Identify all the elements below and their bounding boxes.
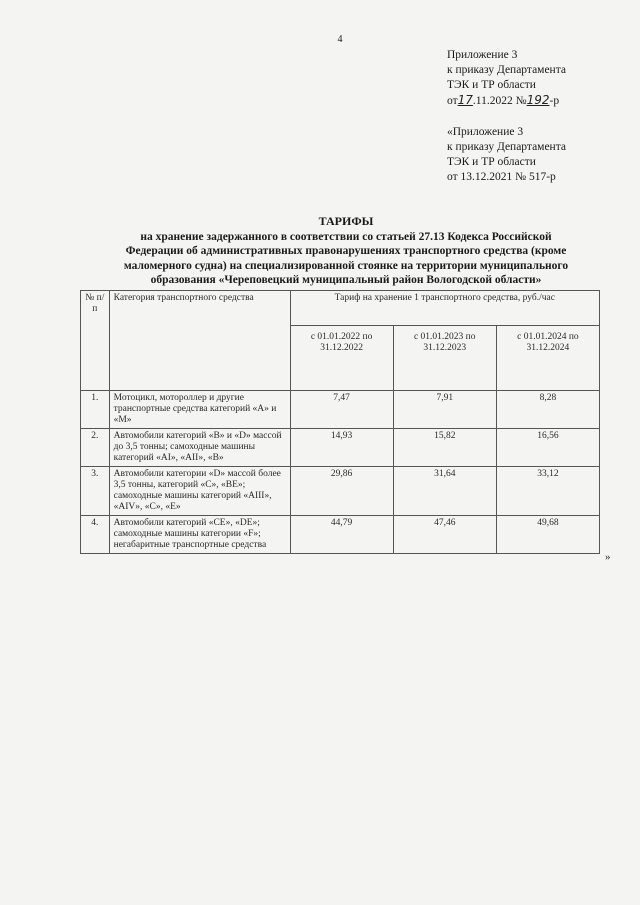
header-category: Категория транспортного средства xyxy=(109,291,290,391)
row-value-2023: 7,91 xyxy=(393,391,496,429)
title-line: Федерации об административных правонарушениях транспортного средства (кроме xyxy=(125,245,567,257)
title-heading: ТАРИФЫ xyxy=(318,214,374,228)
appendix-current xyxy=(447,48,566,109)
row-value-2024: 8,28 xyxy=(496,391,599,429)
date-rest: .11.2022 № xyxy=(472,95,527,107)
header-tariff: Тариф на хранение 1 транспортного средства, руб./час xyxy=(290,291,599,326)
row-value-2023: 47,46 xyxy=(393,516,496,554)
table-row xyxy=(81,429,600,467)
header-number: № п/п xyxy=(81,291,110,391)
row-value-2024: 49,68 xyxy=(496,516,599,554)
handwritten-day: 17 xyxy=(457,93,473,107)
row-value-2022: 7,47 xyxy=(290,391,393,429)
table-header-row xyxy=(81,291,600,326)
closing-quote: » xyxy=(605,551,611,563)
tariff-table xyxy=(80,290,600,554)
header-period-2024: с 01.01.2024 по 31.12.2024 xyxy=(496,326,599,391)
document-title xyxy=(92,214,600,288)
number-suffix: -р xyxy=(549,95,560,107)
row-value-2024: 33,12 xyxy=(496,467,599,516)
row-category: Автомобили категорий «СЕ», «DE»; самоходные машины категории «F»; негабаритные транспортные средства xyxy=(109,516,290,554)
header-period-2022: с 01.01.2022 по 31.12.2022 xyxy=(290,326,393,391)
row-number: 2. xyxy=(81,429,110,467)
appendix-line: «Приложение 3 xyxy=(447,126,524,138)
row-number: 4. xyxy=(81,516,110,554)
row-number: 3. xyxy=(81,467,110,516)
row-value-2022: 44,79 xyxy=(290,516,393,554)
handwritten-number: 192 xyxy=(526,93,550,107)
table-row xyxy=(81,516,600,554)
row-category: Автомобили категории «D» массой более 3,5 тонны, категорий «С», «ВЕ»; самоходные машины категорий «AIII», «AIV», «С», «Е» xyxy=(109,467,290,516)
appendix-line: к приказу Департамента xyxy=(447,64,566,76)
date-prefix: от xyxy=(447,95,458,107)
table-row xyxy=(81,391,600,429)
appendix-line: к приказу Департамента xyxy=(447,141,566,153)
table-row xyxy=(81,467,600,516)
appendix-date-line xyxy=(447,93,566,109)
appendix-previous xyxy=(447,125,566,185)
row-value-2023: 31,64 xyxy=(393,467,496,516)
appendix-line: ТЭК и ТР области xyxy=(447,156,536,168)
row-category: Автомобили категорий «В» и «D» массой до 3,5 тонны; самоходные машины категорий «AI», «AII», «В» xyxy=(109,429,290,467)
row-category: Мотоцикл, мотороллер и другие транспортные средства категорий «А» и «М» xyxy=(109,391,290,429)
title-line: образования «Череповецкий муниципальный район Вологодской области» xyxy=(150,274,542,286)
appendix-line: от 13.12.2021 № 517-р xyxy=(447,171,556,183)
row-number: 1. xyxy=(81,391,110,429)
row-value-2022: 14,93 xyxy=(290,429,393,467)
header-period-2023: с 01.01.2023 по 31.12.2023 xyxy=(393,326,496,391)
appendix-line: ТЭК и ТР области xyxy=(447,79,536,91)
row-value-2024: 16,56 xyxy=(496,429,599,467)
appendix-line: Приложение 3 xyxy=(447,49,518,61)
row-value-2023: 15,82 xyxy=(393,429,496,467)
page-number: 4 xyxy=(337,34,343,45)
row-value-2022: 29,86 xyxy=(290,467,393,516)
title-line: маломерного судна) на специализированной стоянке на территории муниципального xyxy=(123,259,569,272)
title-line: на хранение задержанного в соответствии со статьей 27.13 Кодекса Российской xyxy=(140,230,552,243)
